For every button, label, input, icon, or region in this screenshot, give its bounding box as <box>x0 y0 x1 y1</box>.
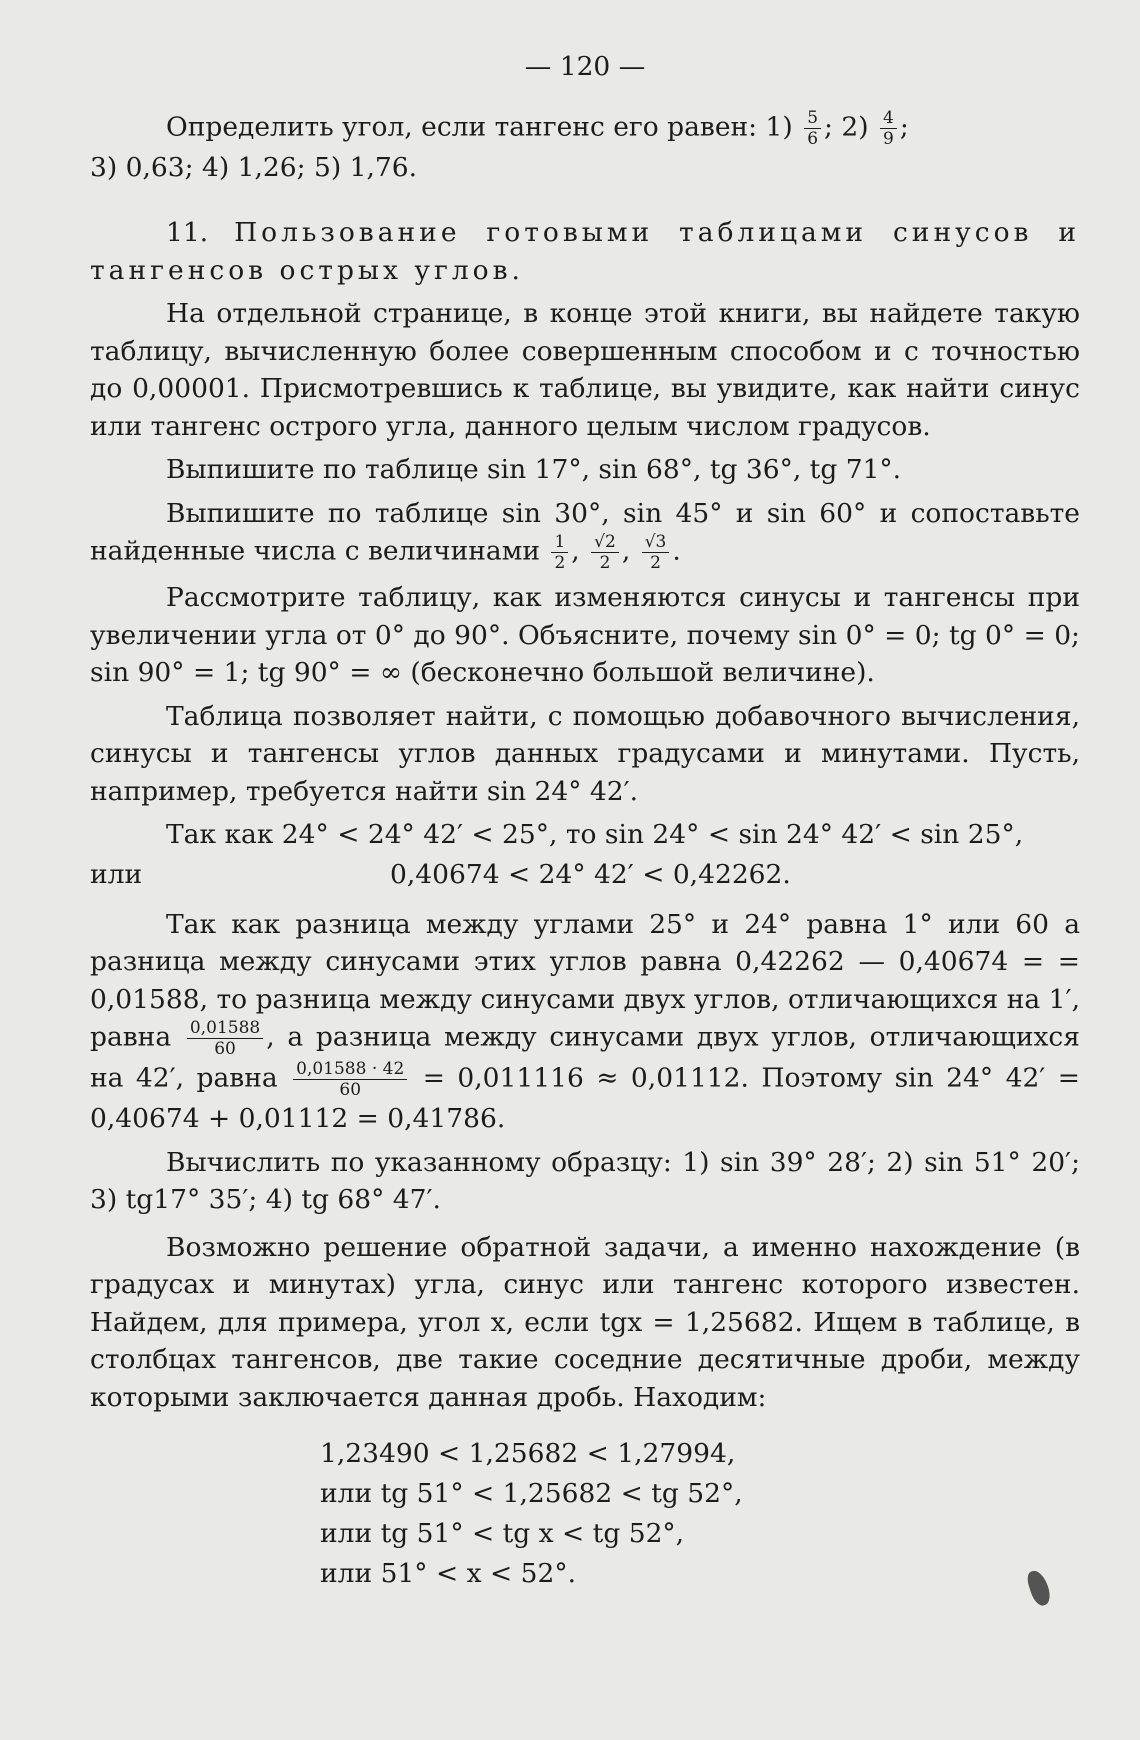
paragraph-inequality: Так как 24° < 24° 42′ < 25°, то sin 24° < sin 24° 42′ < sin 25°, <box>166 819 1024 850</box>
inequality-row <box>90 854 1080 896</box>
or-word: или <box>90 858 143 890</box>
section-title: Пользование готовыми таблицами синусов и тангенсов острых углов. <box>90 217 1080 286</box>
fraction-denominator: 2 <box>599 553 611 573</box>
fraction-4-9 <box>880 108 897 149</box>
exercise-question <box>90 108 1080 149</box>
fraction-numerator: √3 <box>642 532 670 553</box>
fraction-numerator: 4 <box>880 108 897 129</box>
fraction-sqrt2-2 <box>591 532 619 573</box>
fraction-separator: , <box>571 535 580 567</box>
fraction-denominator: 6 <box>807 128 819 149</box>
fraction-numerator: 0,01588 <box>187 1018 263 1039</box>
exercise-separator: ; 2) <box>824 111 869 142</box>
fraction-numerator: 1 <box>551 532 568 553</box>
paragraph-inverse-problem: Возможно решение обратной задачи, а именно нахождение (в градусах и минутах) угла, синус или тангенс которого известен. Найдем, для примера, угол x, если tgx = 1,25682. Ищем в таблице, в столбцах тангенсов, две такие соседние десятичные дроби, между которыми заключается данная дробь. Находим: <box>90 1231 1080 1413</box>
exercise-text: Определить угол, если тангенс его равен: 1) <box>166 111 793 142</box>
fraction-0-01588x42-60 <box>293 1059 407 1100</box>
fraction-numerator: 0,01588 · 42 <box>293 1059 407 1080</box>
exercise-items: 3) 0,63; 4) 1,26; 5) 1,76. <box>90 151 418 183</box>
fraction-numerator: 5 <box>804 108 821 129</box>
paragraph-minutes: Таблица позволяет найти, с помощью добавочного вычисления, синусы и тангенсы углов данных градусами и минутами. Пусть, например, требуется найти sin 24° 42′. <box>90 700 1080 807</box>
fraction-5-6 <box>804 108 821 149</box>
fraction-denominator: 2 <box>554 553 566 573</box>
fraction-sqrt3-2 <box>642 532 670 573</box>
interpolation-text-2: , а разница между синусами двух углов, отличающихся на 42′, равна <box>90 1021 1080 1094</box>
paragraph-table-intro: На отдельной странице, в конце этой книги, вы найдете такую таблицу, вычисленную более совершенным способом и с точностью до 0,00001. Присмотревшись к таблице, вы увидите, как найти синус или тангенс острого угла, данного целым числом градусов. <box>90 298 1080 442</box>
paragraph-exercise-write: Выпишите по таблице sin 17°, sin 68°, tg 36°, tg 71°. <box>166 454 902 485</box>
inequality-values: 0,40674 < 24° 42′ < 0,42262. <box>390 858 791 890</box>
paragraph-interpolation <box>90 906 1080 1138</box>
inequality-line: или tg 51° < tg x < tg 52°, <box>320 1518 685 1549</box>
fraction-0-01588-60 <box>187 1018 263 1059</box>
fraction-1-2 <box>551 532 568 573</box>
sentence-end: . <box>672 535 681 567</box>
paragraph-table-change: Рассмотрите таблицу, как изменяются синусы и тангенсы при увеличении угла от 0° до 90°. Объясните, почему sin 0° = 0; tg 0° = 0; sin 90° = 1; tg 90° = ∞ (бесконечно большой величине). <box>90 582 1080 688</box>
section-heading <box>90 214 1080 289</box>
fraction-denominator: 60 <box>214 1039 236 1059</box>
fraction-numerator: √2 <box>591 532 619 553</box>
interpolation-text-1: Так как разница между углами 25° и 24° равна 1° или 60 а разница между синусами этих углов равна 0,42262 — 0,40674 = = 0,01588, то разница между синусами двух углов, отличающихся на 1′, равна <box>90 908 1080 1053</box>
fraction-denominator: 9 <box>883 128 894 149</box>
interpolation-text-3: = 0,011116 ≈ 0,01112. Поэтому sin 24° 42′ = 0,40674 + 0,01112 = 0,41786. <box>90 1062 1080 1134</box>
inequality-line: или 51° < x < 52°. <box>320 1558 576 1589</box>
inequality-line: 1,23490 < 1,25682 < 1,27994, <box>320 1438 736 1469</box>
page-number: — 120 — <box>524 51 646 82</box>
paragraph-exercise-compute: Вычислить по указанному образцу: 1) sin 39° 28′; 2) sin 51° 20′; 3) tg17° 35′; 4) tg 68° 47′. <box>90 1146 1080 1215</box>
section-number: 11. <box>166 217 209 248</box>
exercise-semicolon: ; <box>899 111 909 142</box>
inequality-line: или tg 51° < 1,25682 < tg 52°, <box>320 1478 743 1509</box>
paragraph-compare-values <box>90 495 1080 574</box>
compare-text: Выпишите по таблице sin 30°, sin 45° и sin 60° и сопоставьте найденные числа с величинами <box>90 497 1080 567</box>
inequality-chain <box>320 1434 1080 1594</box>
fraction-separator: , <box>621 535 631 567</box>
fraction-denominator: 60 <box>339 1080 362 1100</box>
fraction-denominator: 2 <box>650 553 661 573</box>
